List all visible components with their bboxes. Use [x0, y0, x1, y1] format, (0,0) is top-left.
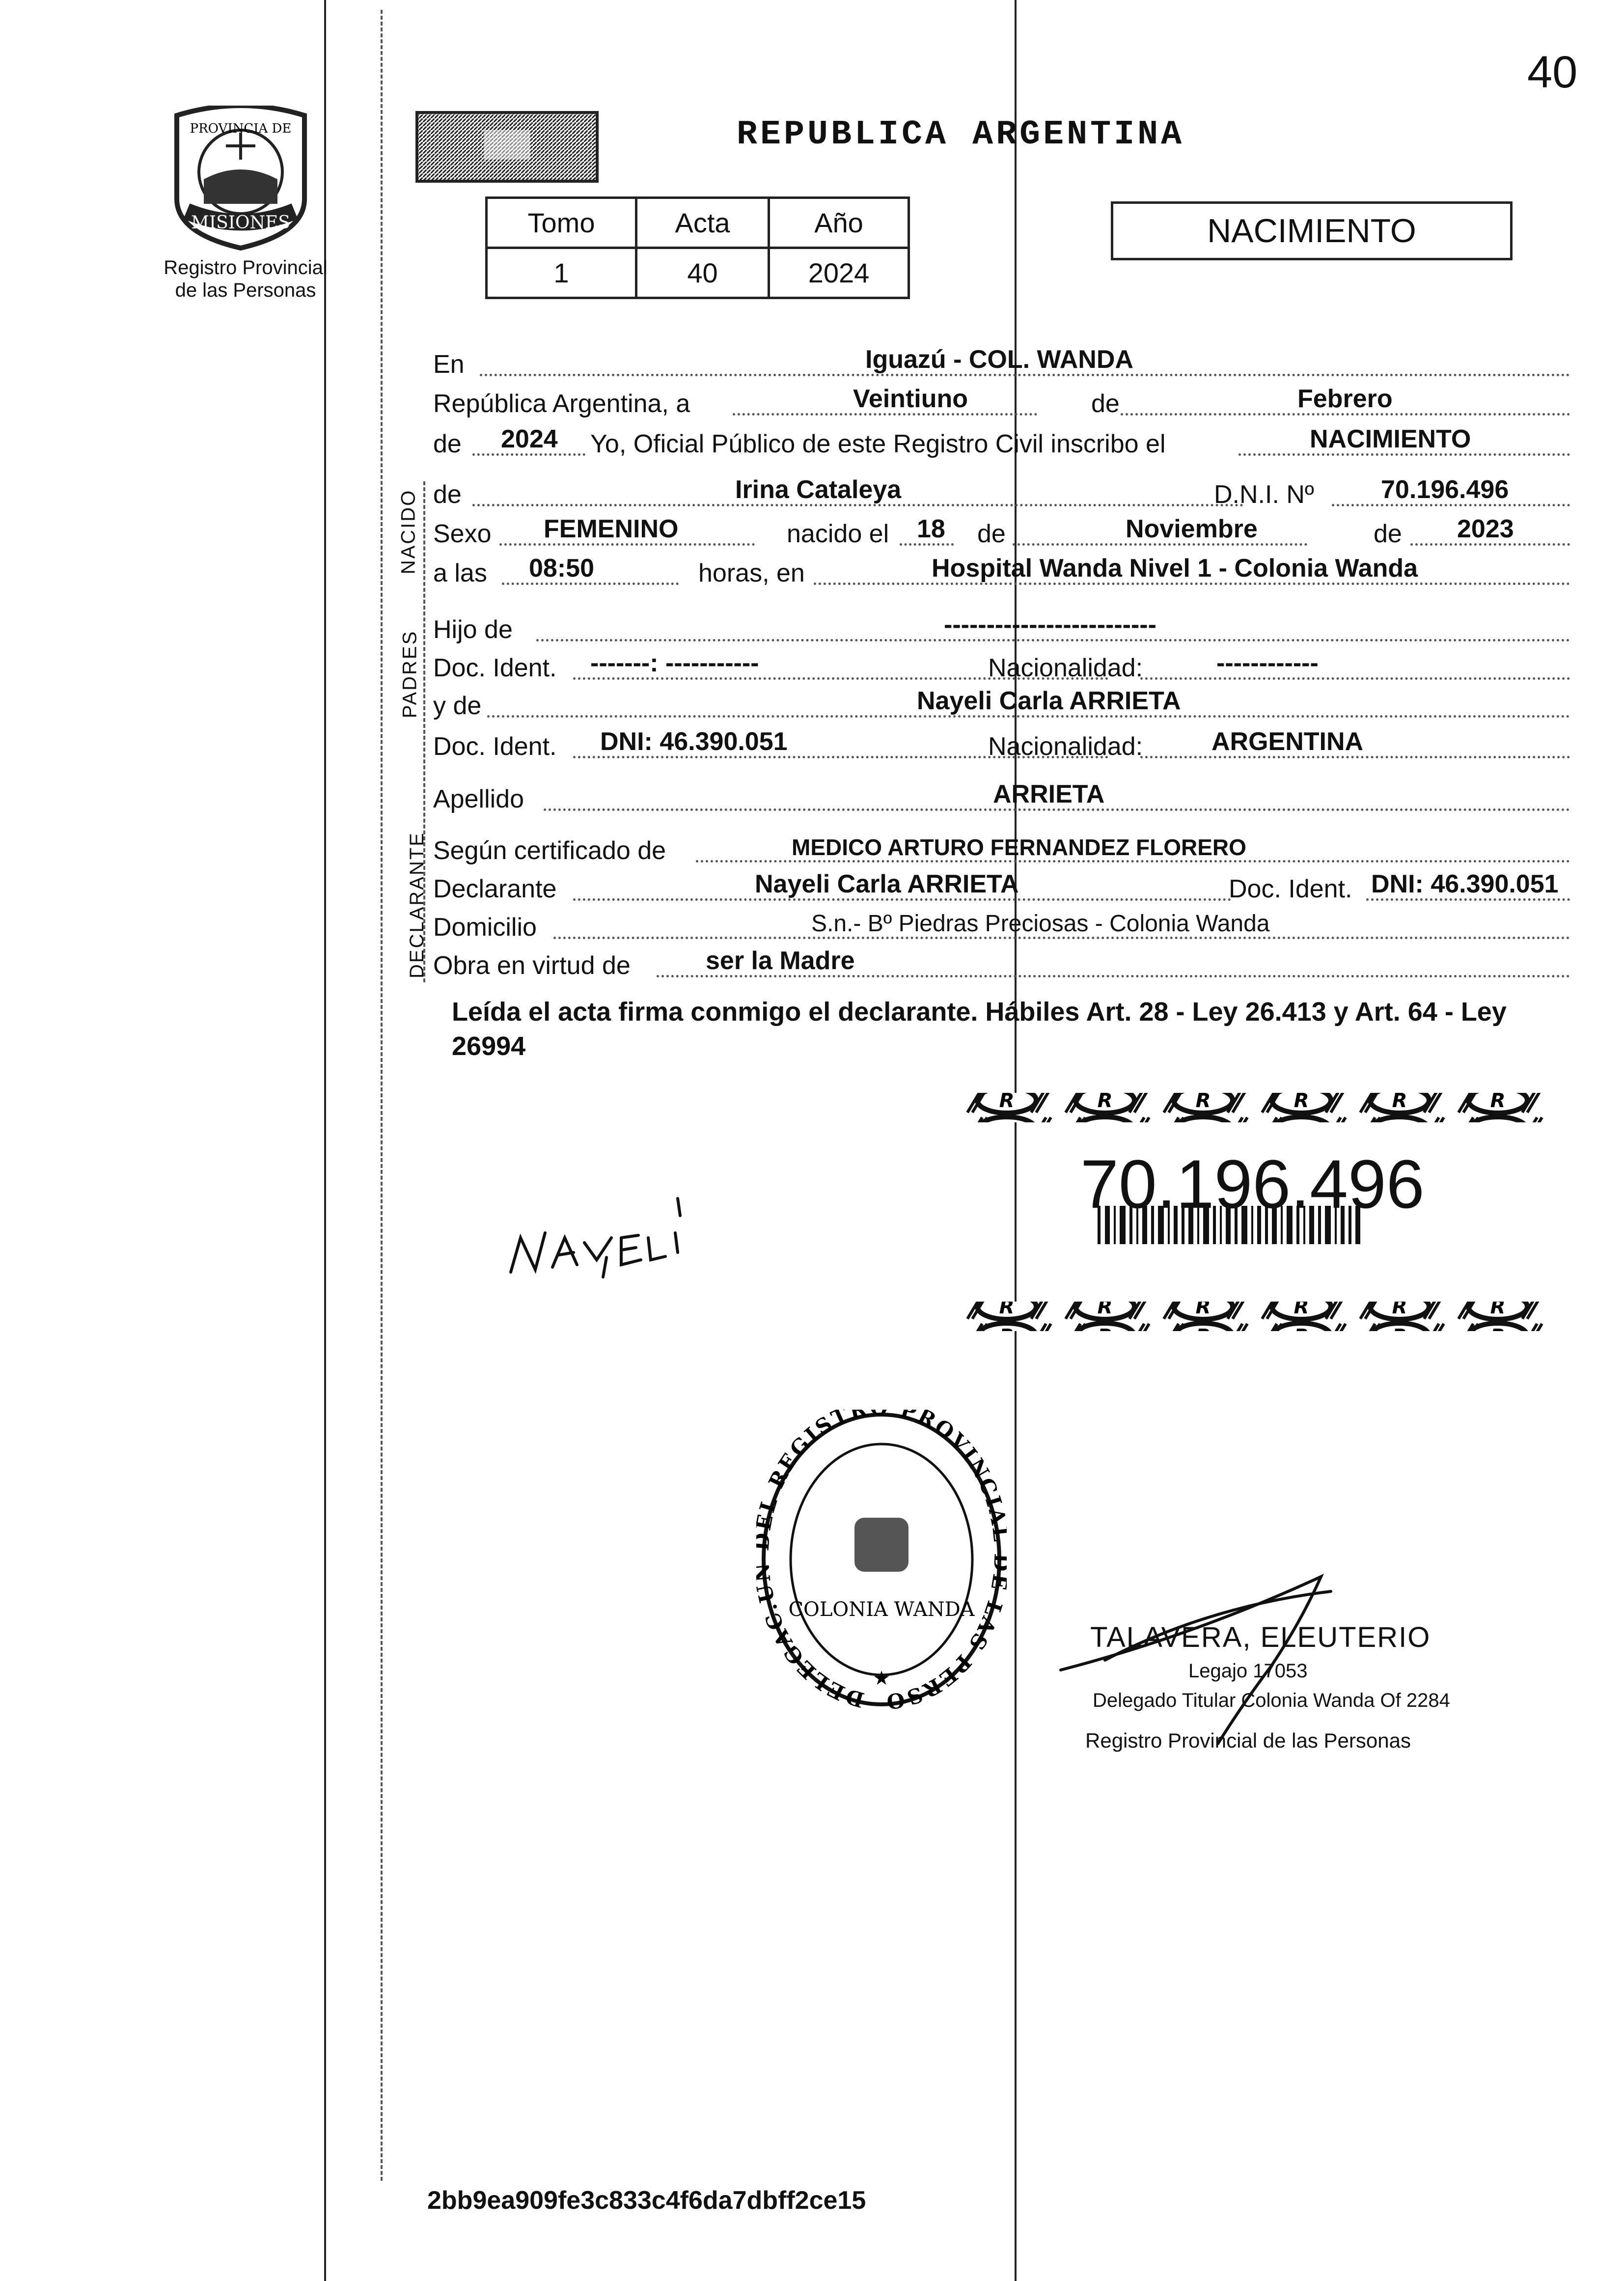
row-certificado [433, 830, 1570, 868]
nacido-name: Irina Cataleya [735, 475, 902, 504]
row-sexo [433, 513, 1570, 552]
anio-value: 2024 [769, 248, 909, 298]
year-prefix: de [433, 430, 462, 458]
official-name: TALAVERA, ELEUTERIO [1090, 1621, 1431, 1653]
dni-value: 70.196.496 [1381, 475, 1509, 504]
nacido-de-label: de [433, 480, 462, 509]
declarant-signature [501, 1169, 707, 1287]
yde-label: y de [433, 692, 482, 720]
en-value: Iguazú - COL. WANDA [865, 345, 1133, 374]
nac1-label: Nacionalidad: [988, 654, 1143, 682]
rep-label: República Argentina, a [433, 389, 690, 418]
obra-label: Obra en virtud de [433, 951, 631, 980]
decl-value: Nayeli Carla ARRIETA [755, 870, 1019, 898]
tomo-header: Tomo [487, 198, 636, 248]
doc2-value: DNI: 46.390.051 [600, 727, 788, 756]
nacido-de1: de [977, 520, 1006, 548]
sexo-value: FEMENINO [544, 515, 679, 543]
org-name-line1: Registro Provincial [164, 257, 328, 278]
row-en [433, 344, 1570, 382]
row-apellido [433, 779, 1570, 817]
left-margin-rule [324, 0, 326, 2281]
nacido-dia: 18 [917, 515, 945, 543]
decl-doc-value: DNI: 46.390.051 [1371, 870, 1559, 898]
rep-day: Veintiuno [853, 385, 968, 413]
row-hora [433, 553, 1570, 591]
row-yde [433, 685, 1570, 723]
sexo-label: Sexo [433, 520, 492, 548]
row-hijo [433, 609, 1570, 647]
dom-value: S.n.- Bº Piedras Preciosas - Colonia Wanda [811, 911, 1270, 937]
registry-table [485, 196, 910, 299]
crest-top-text: PROVINCIA DE [190, 121, 292, 136]
dni-sticker-number: 70.196.496 [1080, 1145, 1425, 1223]
document-title: REPUBLICA ARGENTINA [737, 115, 1185, 154]
seal-ring-text: DELEGAC. L REGISTR PROVINCI LAS PERSO [756, 1410, 1007, 1714]
lugar-value: Hospital Wanda Nivel 1 - Colonia Wanda [932, 554, 1418, 583]
dni-label: D.N.I. Nº [1214, 480, 1314, 509]
anio-header: Año [769, 198, 909, 248]
decl-doc-label: Doc. Ident. [1229, 875, 1352, 903]
side-label-padres: PADRES [399, 630, 421, 719]
nac2-value: ARGENTINA [1211, 727, 1364, 756]
row-oficial [433, 423, 1570, 462]
doc1-label: Doc. Ident. [433, 654, 557, 682]
hijo-value: ------------------------- [944, 611, 1156, 639]
nac2-label: Nacionalidad: [988, 732, 1143, 761]
crest-bottom-text: MISIONES [191, 213, 290, 233]
nac1-value: ------------ [1216, 649, 1319, 677]
apellido-value: ARRIETA [993, 780, 1105, 808]
apellido-label: Apellido [433, 785, 524, 813]
nacido-anio: 2023 [1457, 515, 1514, 543]
doc2-label: Doc. Ident. [433, 732, 557, 761]
rep-month: Febrero [1297, 385, 1393, 413]
row-nacido-de [433, 474, 1570, 512]
document-hash: 2bb9ea909fe3c833c4f6da7dbff2ce15 [427, 2186, 866, 2215]
a-las-label: a las [433, 559, 487, 587]
oficial-value: NACIMIENTO [1310, 425, 1471, 453]
org-name [147, 256, 344, 302]
cert-value: MEDICO ARTURO FERNANDEZ FLORERO [792, 835, 1246, 860]
seal-inner-text: COLONIA WANDA [788, 1598, 975, 1621]
doc1-value: -------: ----------- [590, 649, 759, 677]
security-stamp-icon [415, 111, 599, 183]
page-number: 40 [1527, 47, 1578, 97]
side-label-declarante: DECLARANTE [406, 832, 428, 978]
en-label: En [433, 350, 465, 379]
horas-en-label: horas, en [698, 559, 805, 587]
row-declarante [433, 868, 1570, 907]
madre-value: Nayeli Carla ARRIETA [917, 687, 1181, 715]
year-value: 2024 [501, 425, 558, 453]
rep-de-label: de [1091, 389, 1120, 418]
row-domicilio [433, 907, 1570, 945]
obra-value: ser la Madre [706, 946, 855, 975]
decl-label: Declarante [433, 875, 557, 903]
acta-header: Acta [636, 198, 769, 248]
hora-value: 08:50 [529, 554, 594, 583]
side-label-nacido: NACIDO [397, 489, 419, 575]
nacido-mes: Noviembre [1126, 515, 1258, 543]
nacido-de2: de [1374, 520, 1402, 548]
tomo-value: 1 [487, 248, 636, 298]
dom-label: Domicilio [433, 913, 537, 942]
legal-text: Leída el acta firma conmigo el declarante. Hábiles Art. 28 - Ley 26.413 y Art. 64 - Ley 26994 [452, 997, 1507, 1061]
province-crest-icon [157, 106, 324, 253]
org-name-line2: de las Personas [175, 279, 316, 301]
left-dashed-rule [381, 10, 383, 2181]
oficial-text: Yo, Oficial Público de este Registro Civil inscribo el [590, 430, 1166, 458]
row-doc2 [433, 726, 1570, 764]
nacido-el-label: nacido el [787, 520, 889, 548]
acta-value: 40 [636, 248, 769, 298]
record-type-box: NACIMIENTO [1111, 201, 1513, 260]
hijo-label: Hijo de [433, 615, 513, 644]
official-legajo: Legajo 17053 [1188, 1660, 1308, 1682]
official-seal [756, 1410, 1007, 1714]
row-doc1 [433, 647, 1570, 686]
official-cargo: Delegado Titular Colonia Wanda Of 2284 [1093, 1690, 1450, 1711]
official-org: Registro Provincial de las Personas [1085, 1729, 1411, 1752]
row-obra [433, 945, 1570, 983]
svg-text:★: ★ [873, 1668, 890, 1689]
cert-label: Según certificado de [433, 836, 666, 865]
row-fecha [433, 383, 1570, 421]
